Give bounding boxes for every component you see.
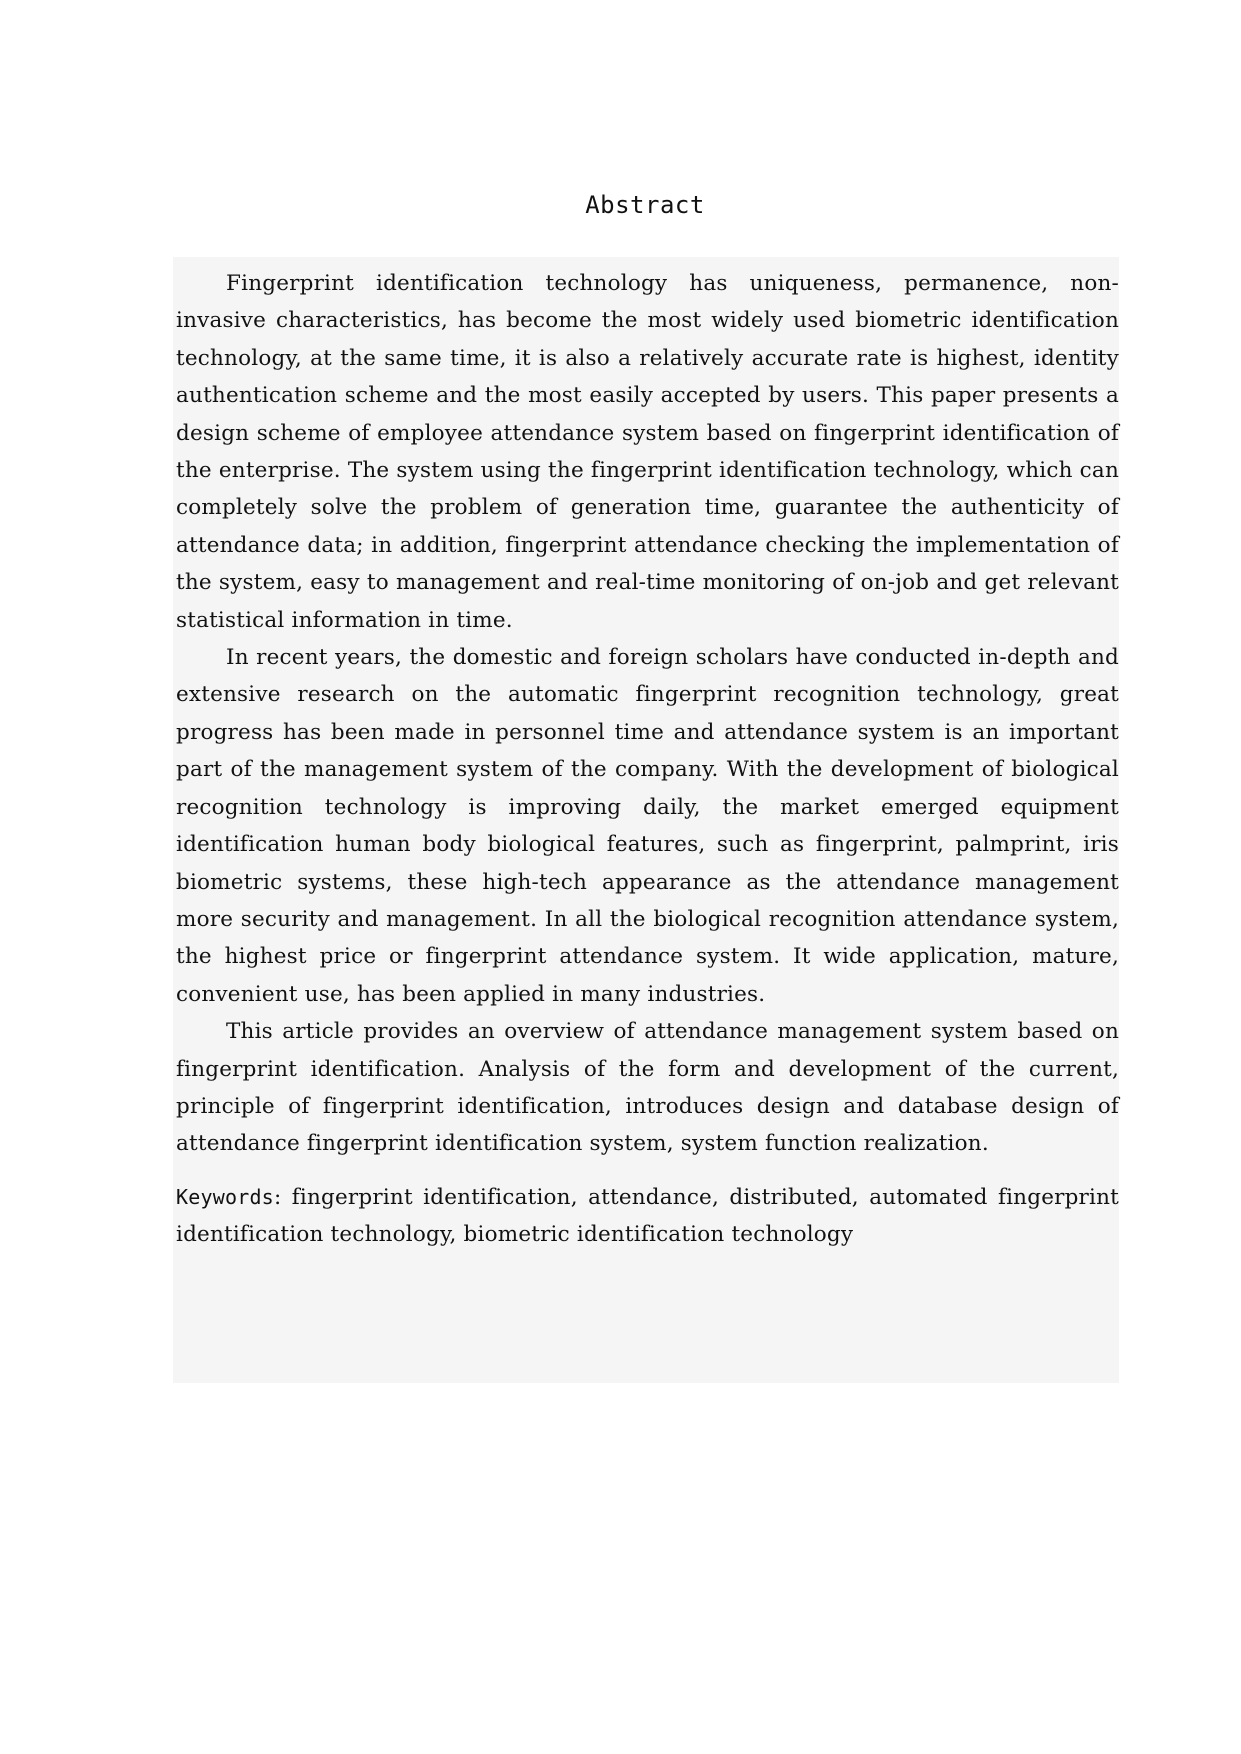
abstract-body bbox=[173, 257, 1119, 1383]
keywords-label: Keywords bbox=[176, 1184, 274, 1209]
abstract-paragraph-3: This article provides an overview of attendance management system based on fingerprint identification. Analysis of the form and development of the current, principle of fingerprint identification, introduces design and database design of attendance fingerprint identification system, system function realization. bbox=[176, 1019, 1119, 1157]
abstract-paragraph-1: Fingerprint identification technology has uniqueness, permanence, non-invasive characteristics, has become the most widely used biometric identification technology, at the same time, it is also a relatively accurate rate is highest, identity authentication scheme and the most easily accepted by users. This paper presents a design scheme of employee attendance system based on fingerprint identification of the enterprise. The system using the fingerprint identification technology, which can completely solve the problem of generation time, guarantee the authenticity of attendance data; in addition, fingerprint attendance checking the implementation of the system, easy to management and real-time monitoring of on-job and get relevant statistical information in time. bbox=[176, 271, 1119, 633]
keywords-separator: : bbox=[273, 1184, 292, 1210]
abstract-title: Abstract bbox=[585, 191, 705, 219]
abstract-paragraph-2: In recent years, the domestic and foreign scholars have conducted in-depth and extensive research on the automatic fingerprint recognition technology, great progress has been made in personnel time and attendance system is an important part of the management system of the company. With the development of biological recognition technology is improving daily, the market emerged equipment identification human body biological features, such as fingerprint, palmprint, iris biometric systems, these high-tech appearance as the attendance management more security and management. In all the biological recognition attendance system, the highest price or fingerprint attendance system. It wide application, mature, convenient use, has been applied in many industries. bbox=[176, 645, 1119, 1007]
keywords-text: fingerprint identification, attendance, distributed, automated fingerprint identification technology, biometric identification technology bbox=[176, 1184, 1119, 1248]
keywords-line bbox=[176, 1179, 1119, 1254]
